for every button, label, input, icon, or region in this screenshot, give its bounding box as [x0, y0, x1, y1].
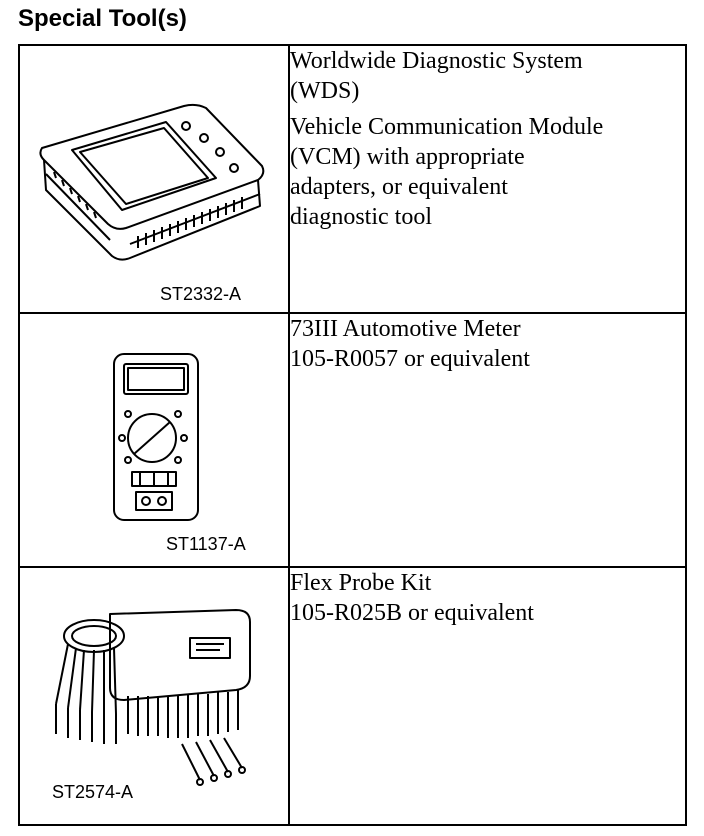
tool-description-line: (VCM) with appropriate [290, 144, 525, 170]
special-tools-table [18, 44, 687, 826]
section-title: Special Tool(s) [18, 5, 187, 32]
tool-description-line: 105-R0057 or equivalent [290, 346, 530, 372]
probe-kit-icon [50, 604, 270, 792]
tool-description-line: 105-R025B or equivalent [290, 600, 534, 626]
tool-description-cell [289, 313, 686, 567]
table-row [19, 567, 686, 825]
tool-description-line: Vehicle Communication Module [290, 114, 604, 140]
tool-description-cell [289, 567, 686, 825]
tool-description-line: diagnostic tool [290, 204, 432, 230]
tool-image-cell [19, 45, 289, 313]
tool-description-line: (WDS) [290, 78, 360, 104]
tool-image-cell [19, 313, 289, 567]
tool-code: ST2574-A [52, 782, 134, 802]
table-row [19, 313, 686, 567]
tool-description-line: 73III Automotive Meter [290, 316, 521, 342]
diagnostic-tablet-icon [34, 78, 274, 288]
tool-description-line: Flex Probe Kit [290, 570, 432, 596]
table-row [19, 45, 686, 313]
multimeter-icon [110, 350, 202, 526]
tool-image-cell [19, 567, 289, 825]
tool-code: ST1137-A [166, 534, 246, 554]
tool-description-line: adapters, or equivalent [290, 174, 508, 200]
tool-code: ST2332-A [160, 284, 242, 304]
tool-description-cell [289, 45, 686, 313]
tool-description-line: Worldwide Diagnostic System [290, 48, 583, 74]
